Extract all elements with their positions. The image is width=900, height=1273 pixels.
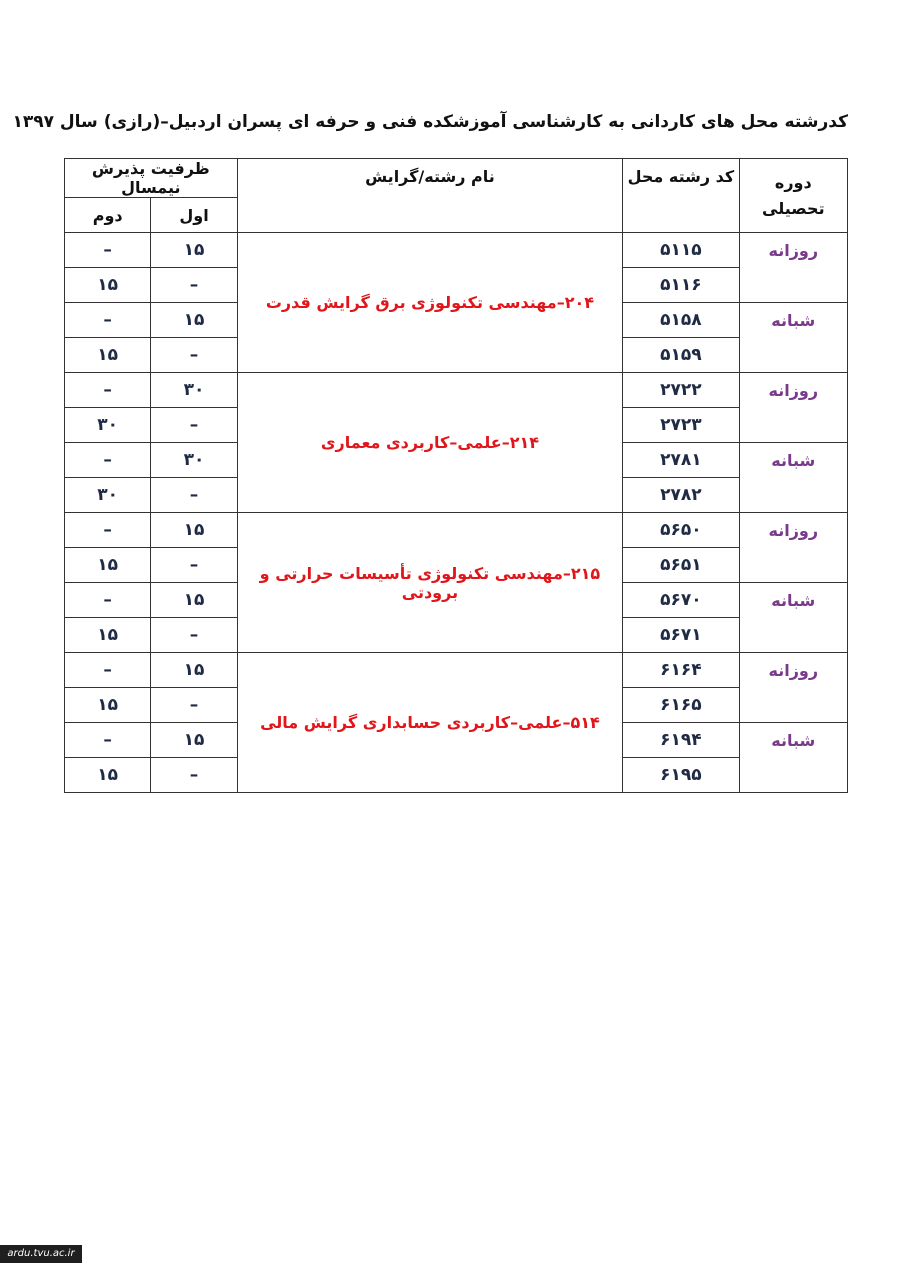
code-cell: ۵۱۵۹ [623, 338, 739, 373]
header-period [739, 159, 847, 233]
second-semester-cell: ۳۰ [65, 478, 151, 513]
code-cell: ۶۱۹۵ [623, 758, 739, 793]
first-semester-cell: – [151, 408, 237, 443]
table-row [65, 233, 848, 268]
first-semester-cell: ۱۵ [151, 723, 237, 758]
code-cell: ۶۱۶۴ [623, 653, 739, 688]
header-name: نام رشته/گرایش [237, 159, 622, 233]
major-name-cell: ۲۰۴–مهندسی تکنولوژی برق گرایش قدرت [237, 233, 622, 373]
period-cell: روزانه [739, 233, 847, 303]
first-semester-cell: ۱۵ [151, 303, 237, 338]
first-semester-cell: – [151, 268, 237, 303]
capacity-table [64, 158, 848, 793]
site-badge[interactable]: ardu.tvu.ac.ir [0, 1245, 82, 1263]
code-cell: ۲۷۲۳ [623, 408, 739, 443]
second-semester-cell: – [65, 723, 151, 758]
first-semester-cell: – [151, 548, 237, 583]
code-cell: ۵۶۷۰ [623, 583, 739, 618]
header-period-line2: تحصیلی [762, 198, 825, 218]
second-semester-cell: ۱۵ [65, 548, 151, 583]
code-cell: ۲۷۸۲ [623, 478, 739, 513]
first-semester-cell: – [151, 758, 237, 793]
period-cell: روزانه [739, 513, 847, 583]
header-second: دوم [65, 198, 151, 233]
table-row [65, 373, 848, 408]
second-semester-cell: – [65, 513, 151, 548]
second-semester-cell: ۳۰ [65, 408, 151, 443]
header-first: اول [151, 198, 237, 233]
header-capacity: ظرفیت پذیرش نیمسال [65, 159, 238, 198]
major-name-cell: ۲۱۵–مهندسی تکنولوژی تأسیسات حرارتی و برودتی [237, 513, 622, 653]
code-cell: ۵۱۱۵ [623, 233, 739, 268]
code-cell: ۵۱۵۸ [623, 303, 739, 338]
second-semester-cell: ۱۵ [65, 338, 151, 373]
code-cell: ۲۷۲۲ [623, 373, 739, 408]
first-semester-cell: ۳۰ [151, 443, 237, 478]
second-semester-cell: ۱۵ [65, 268, 151, 303]
second-semester-cell: – [65, 653, 151, 688]
first-semester-cell: ۱۵ [151, 583, 237, 618]
first-semester-cell: – [151, 338, 237, 373]
header-code: کد رشته محل [623, 159, 739, 233]
period-cell: روزانه [739, 653, 847, 723]
code-cell: ۶۱۹۴ [623, 723, 739, 758]
second-semester-cell: – [65, 583, 151, 618]
second-semester-cell: – [65, 233, 151, 268]
second-semester-cell: – [65, 373, 151, 408]
table-row [65, 653, 848, 688]
period-cell: شبانه [739, 303, 847, 373]
header-period-line1: دوره [774, 172, 812, 192]
major-name-cell: ۵۱۴–علمی–کاربردی حسابداری گرایش مالی [237, 653, 622, 793]
first-semester-cell: ۱۵ [151, 513, 237, 548]
second-semester-cell: – [65, 303, 151, 338]
first-semester-cell: – [151, 618, 237, 653]
code-cell: ۶۱۶۵ [623, 688, 739, 723]
first-semester-cell: ۳۰ [151, 373, 237, 408]
first-semester-cell: ۱۵ [151, 233, 237, 268]
second-semester-cell: – [65, 443, 151, 478]
second-semester-cell: ۱۵ [65, 618, 151, 653]
code-cell: ۵۶۵۱ [623, 548, 739, 583]
period-cell: شبانه [739, 723, 847, 793]
first-semester-cell: ۱۵ [151, 653, 237, 688]
first-semester-cell: – [151, 478, 237, 513]
code-cell: ۵۱۱۶ [623, 268, 739, 303]
code-cell: ۲۷۸۱ [623, 443, 739, 478]
period-cell: شبانه [739, 583, 847, 653]
table-body [65, 233, 848, 793]
code-cell: ۵۶۷۱ [623, 618, 739, 653]
second-semester-cell: ۱۵ [65, 758, 151, 793]
code-cell: ۵۶۵۰ [623, 513, 739, 548]
table-row [65, 513, 848, 548]
page-title: کدرشته محل های کاردانی به کارشناسی آموزشکده فنی و حرفه ای پسران اردبیل–(رازی) سال ۱۳۹۷ [12, 112, 848, 132]
period-cell: شبانه [739, 443, 847, 513]
major-name-cell: ۲۱۴–علمی–کاربردی معماری [237, 373, 622, 513]
second-semester-cell: ۱۵ [65, 688, 151, 723]
first-semester-cell: – [151, 688, 237, 723]
period-cell: روزانه [739, 373, 847, 443]
